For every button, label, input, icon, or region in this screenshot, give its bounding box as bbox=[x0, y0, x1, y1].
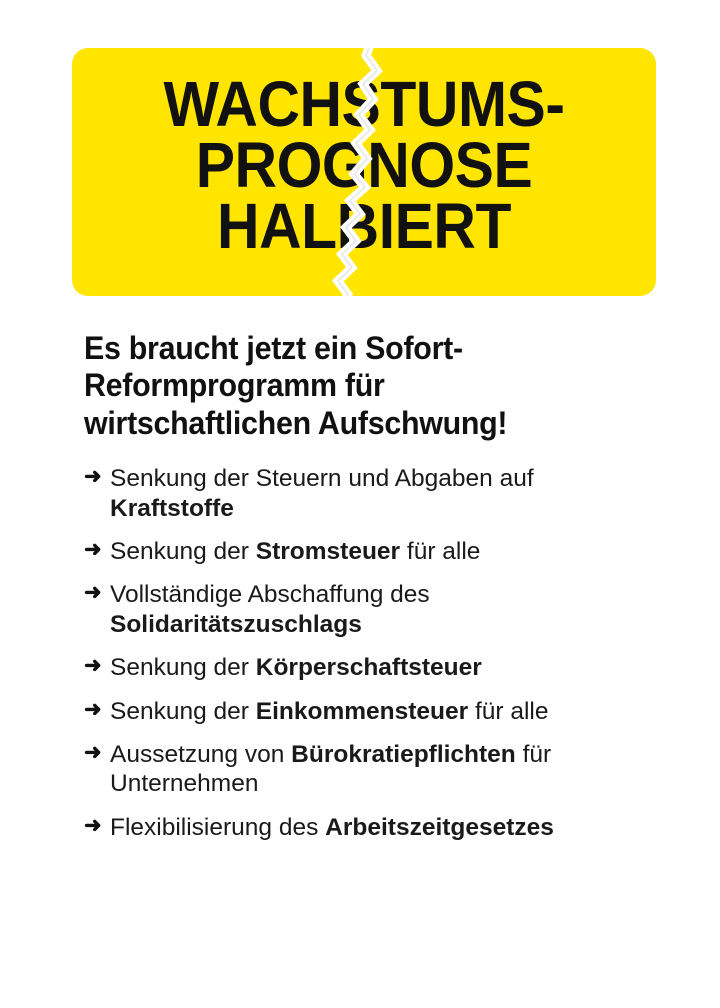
list-item bbox=[84, 813, 660, 842]
list-item bbox=[84, 653, 660, 682]
arrow-icon: ➜ bbox=[84, 465, 102, 489]
arrow-icon: ➜ bbox=[84, 654, 102, 678]
list-item-label: Senkung der Körperschaftsteuer bbox=[110, 654, 482, 682]
subheadline bbox=[84, 330, 620, 442]
list-item bbox=[84, 697, 660, 726]
arrow-icon: ➜ bbox=[84, 813, 102, 837]
list-item bbox=[84, 464, 660, 523]
headline-line-2: PROGNOSE bbox=[195, 128, 533, 201]
list-item bbox=[84, 740, 660, 799]
page-title bbox=[121, 68, 607, 262]
list-item-label: Aussetzung von Bürokratiepflichten für Unternehmen bbox=[110, 741, 552, 798]
subheadline-line-3: wirtschaftlichen Aufschwung! bbox=[84, 404, 508, 441]
arrow-icon: ➜ bbox=[84, 538, 102, 562]
list-item-label: Senkung der Einkommensteuer für alle bbox=[110, 697, 549, 725]
list-item-label: Senkung der Steuern und Abgaben auf Kraftstoffe bbox=[110, 465, 534, 522]
list-item bbox=[84, 580, 660, 639]
arrow-icon: ➜ bbox=[84, 697, 102, 721]
subheadline-line-1: Es braucht jetzt ein Sofort- bbox=[84, 330, 463, 366]
demands-list bbox=[84, 464, 660, 842]
yellow-banner-box bbox=[72, 48, 656, 296]
list-item bbox=[84, 537, 660, 566]
list-item-label: Vollständige Abschaffung des Solidaritätszuschlags bbox=[110, 581, 430, 638]
subheadline-line-2: Reformprogramm für bbox=[84, 367, 385, 404]
headline-line-3: HALBIERT bbox=[217, 189, 511, 262]
headline-banner bbox=[72, 48, 656, 296]
list-item-label: Senkung der Stromsteuer für alle bbox=[110, 538, 481, 566]
arrow-icon: ➜ bbox=[84, 741, 102, 765]
headline-line-1: WACHSTUMS- bbox=[163, 68, 565, 140]
list-item-label: Flexibilisierung des Arbeitszeitgesetzes bbox=[110, 813, 554, 841]
arrow-icon: ➜ bbox=[84, 581, 102, 605]
